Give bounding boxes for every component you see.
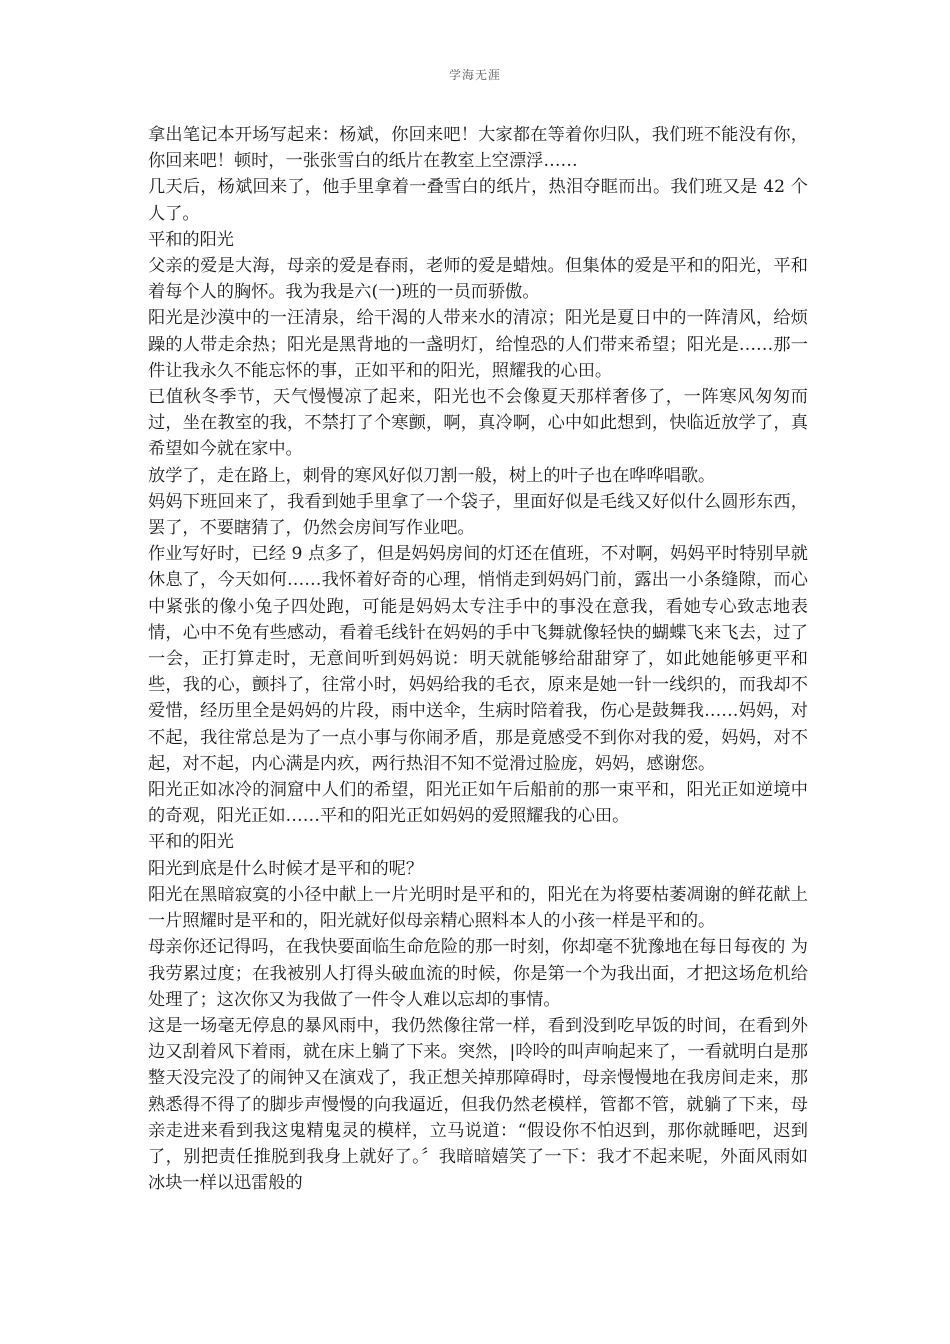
paragraph: 阳光是沙漠中的一汪清泉，给干渴的人带来水的清凉；阳光是夏日中的一阵清风，给烦躁的人带走余热；阳光是黑背地的一盏明灯，给惶恐的人们带来希望；阳光是……那一件让我永久不能忘怀的事，正如平和的阳光，照耀我的心田。 [148,308,808,381]
paragraph: 这是一场毫无停息的暴风雨中，我仍然像往常一样，看到没到吃早饭的时间，在看到外边又刮着风下着雨，就在床上躺了下来。突然，|呤呤的叫声响起来了，一看就明白是那整天没完没了的闹钟又在演戏了，我正想关掉那障碍时，母亲慢慢地在我房间走来，那熟悉得不得了的脚步声慢慢的向我逼近，但我仍然老模样，管都不管，就躺了下来，母亲走进来看到我这鬼精鬼灵的模样，立马说道：“假设你不怕迟到，那你就睡吧，迟到了，别把责任推脱到我身上就好了。〞我暗暗嬉笑了一下：我才不起来呢，外面风雨如冰块一样以迅雷般的 [148,1015,808,1194]
paragraph: 拿出笔记本开场写起来：杨斌，你回来吧！大家都在等着你归队，我们班不能没有你，你回来吧！顿时，一张张雪白的纸片在教室上空漂浮…… [148,125,808,172]
paragraph: 阳光正如冰冷的洞窟中人们的希望，阳光正如午后船前的那一束平和，阳光正如逆境中的奇观，阳光正如……平和的阳光正如妈妈的爱照耀我的心田。 [148,780,808,827]
paragraph: 已值秋冬季节，天气慢慢凉了起来，阳光也不会像夏天那样奢侈了，一阵寒风匆匆而过，坐在教室的我，不禁打了个寒颤，啊，真冷啊，心中如此想到，快临近放学了，真希望如今就在家中。 [148,387,808,460]
paragraph: 母亲你还记得吗，在我快要面临生命危险的那一时刻，你却毫不犹豫地在每日每夜的 为我劳累过度；在我被别人打得头破血流的时候，你是第一个为我出面，才把这场危机给处理了；这次你又为我做了一件令人难以忘却的事情。 [148,937,808,1010]
paragraph: 阳光在黑暗寂寞的小径中献上一片光明时是平和的，阳光在为将要枯萎凋谢的鲜花献上一片照耀时是平和的，阳光就好似母亲精心照料本人的小孩一样是平和的。 [148,884,808,932]
paragraph: 阳光到底是什么时候才是平和的呢？ [148,858,424,879]
paragraph: 父亲的爱是大海，母亲的爱是春雨，老师的爱是蜡烛。但集体的爱是平和的阳光，平和着每个人的胸怀。我为我是六(一)班的一员而骄傲。 [148,256,808,303]
paragraph: 几天后，杨斌回来了，他手里拿着一叠雪白的纸片，热泪夺眶而出。我们班又是 42 个人了。 [148,177,808,224]
paragraph: 放学了，走在路上，刺骨的寒风好似刀割一般，树上的叶子也在哗哗唱歌。 [148,465,716,486]
paragraph: 作业写好时，已经 9 点多了，但是妈妈房间的灯还在值班，不对啊，妈妈平时特别早就休息了，今天如何……我怀着好奇的心理，悄悄走到妈妈门前，露出一小条缝隙，而心中紧张的像小兔子四处跑，可能是妈妈太专注手中的事没在意我，看她专心致志地表情，心中不免有些感动，看着毛线针在妈妈的手中飞舞就像轻快的蝴蝶飞来飞去，过了一会，正打算走时，无意间听到妈妈说：明天就能够给甜甜穿了，如此她能够更平和些，我的心，颤抖了，往常小时，妈妈给我的毛衣，原来是她一针一线织的，而我却不爱惜，经历里全是妈妈的片段，雨中送伞，生病时陪着我，伤心是鼓舞我……妈妈，对不起，我往常总是为了一点小事与你闹矛盾，那是竟感受不到你对我的爱，妈妈，对不起，对不起，内心满是内疚，两行热泪不知不觉滑过脸庞，妈妈，感谢您。 [148,544,808,774]
document-body [148,122,808,1196]
section-title: 平和的阳光 [148,832,234,853]
paragraph: 妈妈下班回来了，我看到她手里拿了一个袋子，里面好似是毛线又好似什么圆形东西，罢了，不要瞎猜了，仍然会房间写作业吧。 [148,491,808,539]
page-header: 学海无涯 [448,68,501,82]
section-title: 平和的阳光 [148,229,234,250]
